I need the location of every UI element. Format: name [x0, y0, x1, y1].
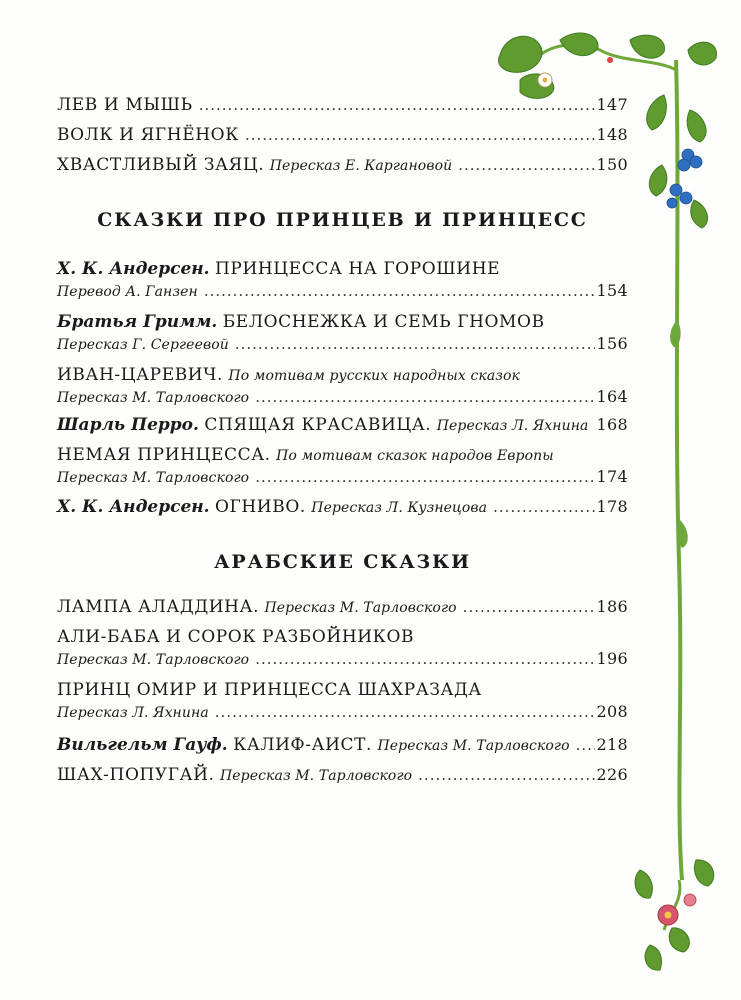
entry-title: СПЯЩАЯ КРАСАВИЦА. [204, 415, 432, 435]
page-number: 186 [596, 597, 628, 616]
entry-note: Пересказ М. Тарловского [377, 738, 570, 754]
entry-title: ХВАСТЛИВЫЙ ЗАЯЦ. [57, 155, 265, 175]
white-flower-icon [538, 57, 613, 87]
section-heading-arabian: АРАБСКИЕ СКАЗКИ [214, 551, 471, 573]
entry-author: Х. К. Андерсен. [57, 259, 210, 279]
entry-title: ПРИНЦЕССА НА ГОРОШИНЕ [214, 259, 501, 279]
entry-title: ПРИНЦ ОМИР И ПРИНЦЕССА ШАХРАЗАДА [57, 680, 482, 700]
entry-title: ЛЕВ И МЫШЬ [57, 95, 193, 115]
page-number: 168 [596, 415, 628, 434]
entry-note: Пересказ М. Тарловского [264, 600, 457, 616]
entry-title: ВОЛК И ЯГНЁНОК [57, 125, 239, 145]
page-number: 147 [596, 95, 628, 114]
entry-title: ОГНИВО. [214, 497, 306, 517]
entry-note: Пересказ Л. Яхнина [57, 705, 209, 721]
entry-note: Перевод А. Ганзен [57, 284, 198, 300]
entry-note: Пересказ М. Тарловского [219, 768, 413, 784]
entry-note: Пересказ М. Тарловского [57, 652, 250, 668]
page-number: 174 [596, 467, 628, 486]
section-heading-princes: СКАЗКИ ПРО ПРИНЦЕВ И ПРИНЦЕСС [97, 209, 588, 231]
entry-title: НЕМАЯ ПРИНЦЕССА. [57, 445, 271, 465]
entry-title: КАЛИФ-АИСТ. [233, 735, 373, 755]
entry-author: Братья Гримм. [57, 312, 218, 332]
entry-note: По мотивам русских народных сказок [228, 368, 521, 384]
entry-note: Пересказ Г. Сергеевой [57, 337, 229, 353]
page-number: 196 [596, 649, 628, 668]
page-number: 226 [596, 765, 628, 784]
entry-note: Пересказ Л. Яхнина [436, 418, 589, 434]
entry-author: Вильгельм Гауф. [57, 735, 228, 755]
entry-title: АЛИ-БАБА И СОРОК РАЗБОЙНИКОВ [57, 627, 415, 647]
entry-title: ЛАМПА АЛАДДИНА. [57, 597, 260, 617]
entry-note: Пересказ Л. Кузнецова [311, 500, 488, 516]
entry-title: БЕЛОСНЕЖКА И СЕМЬ ГНОМОВ [222, 312, 545, 332]
page-number: 178 [596, 497, 628, 516]
page-number: 154 [596, 281, 628, 300]
entry-note: Пересказ М. Тарловского [57, 390, 250, 406]
page-number: 218 [596, 735, 628, 754]
page-number: 150 [596, 155, 628, 174]
page-number: 156 [596, 334, 628, 353]
vine-stem [676, 60, 682, 880]
entry-note: Пересказ М. Тарловского [57, 470, 250, 486]
entry-title: ШАХ-ПОПУГАЙ. [57, 765, 215, 785]
entry-note: По мотивам сказок народов Европы [276, 448, 554, 464]
page-number: 148 [596, 125, 628, 144]
page-number: 208 [596, 702, 628, 721]
blue-flower-icon [667, 149, 702, 208]
entry-author: Шарль Перро. [57, 415, 199, 435]
entry-note: Пересказ Е. Каргановой [269, 158, 453, 174]
entry-title: ИВАН-ЦАРЕВИЧ. [57, 365, 223, 385]
entry-author: Х. К. Андерсен. [57, 497, 210, 517]
page-number: 164 [596, 387, 628, 406]
